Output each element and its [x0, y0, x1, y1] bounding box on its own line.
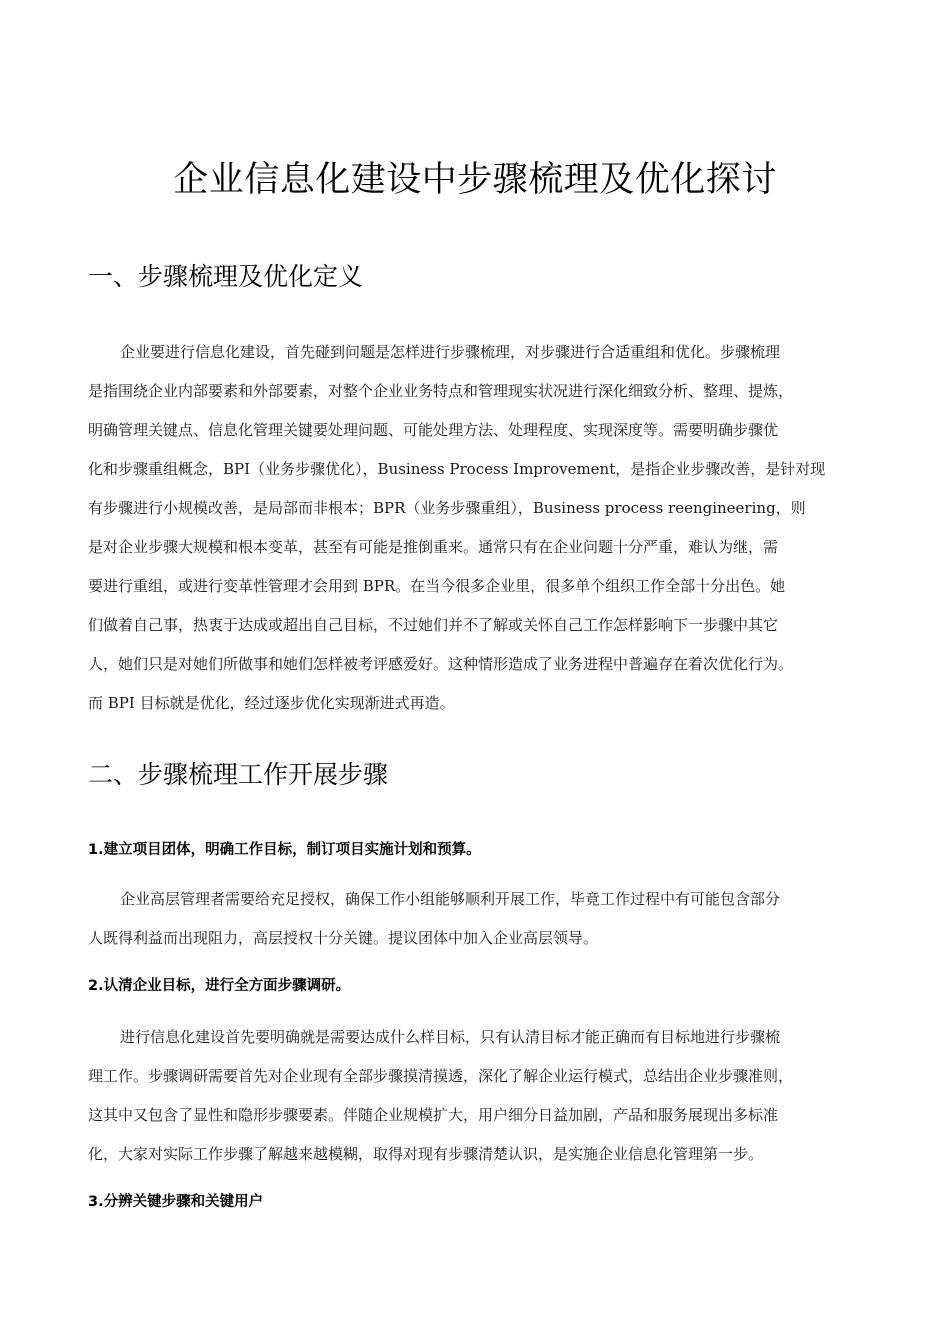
section-heading-definition: 一、步骤梳理及优化定义 — [88, 262, 364, 291]
paragraph-line: 人既得利益而出现阻力，高层授权十分关键。提议团体中加入企业高层领导。 — [88, 929, 599, 947]
paragraph-line: 是对企业步骤大规模和根本变革，甚至有可能是推倒重来。通常只有在企业问题十分严重，难认为继，需 — [88, 538, 779, 556]
paragraph-line: 人，她们只是对她们所做事和她们怎样被考评感爱好。这种情形造成了业务进程中普遍存在着次优化行为。 — [88, 655, 794, 673]
paragraph-line: 进行信息化建设首先要明确就是需要达成什么样目标，只有认清目标才能正确而有目标地进行步骤梳 — [120, 1028, 781, 1046]
paragraph-line: 要进行重组，或进行变革性管理才会用到 BPR。在当今很多企业里，很多单个组织工作全部十分出色。她 — [88, 577, 786, 595]
paragraph-line: 化和步骤重组概念，BPI（业务步骤优化），Business Process Improvement，是指企业步骤改善，是针对现 — [88, 460, 826, 478]
paragraph-line: 这其中又包含了显性和隐形步骤要素。伴随企业规模扩大，用户细分日益加剧，产品和服务展现出多标准 — [88, 1106, 779, 1124]
step-heading-3: 3.分辨关键步骤和关键用户 — [88, 1194, 264, 1210]
paragraph-step-1 — [88, 880, 868, 958]
paragraph-line: 明确管理关键点、信息化管理关键要处理问题、可能处理方法、处理程度、实现深度等。需要明确步骤优 — [88, 421, 779, 439]
paragraph-line: 而 BPI 目标就是优化，经过逐步优化实现渐进式再造。 — [88, 694, 455, 712]
document-title: 企业信息化建设中步骤梳理及优化探讨 — [173, 160, 777, 200]
paragraph-step-2 — [88, 1018, 868, 1174]
paragraph-line: 理工作。步骤调研需要首先对企业现有全部步骤摸清摸透，深化了解企业运行模式，总结出企业步骤准则， — [88, 1067, 794, 1085]
paragraph-line: 企业高层管理者需要给充足授权，确保工作小组能够顺利开展工作，毕竟工作过程中有可能包含部分 — [120, 890, 781, 908]
paragraph-definition — [88, 333, 868, 723]
section-heading-steps: 二、步骤梳理工作开展步骤 — [88, 760, 389, 789]
paragraph-line: 企业要进行信息化建设，首先碰到问题是怎样进行步骤梳理，对步骤进行合适重组和优化。步骤梳理 — [120, 343, 781, 361]
step-heading-1: 1.建立项目团体，明确工作目标，制订项目实施计划和预算。 — [88, 842, 481, 858]
step-heading-2: 2.认清企业目标，进行全方面步骤调研。 — [88, 978, 351, 994]
paragraph-line: 们做着自己事，热衷于达成或超出自己目标，不过她们并不了解或关怀自己工作怎样影响下一步骤中其它 — [88, 616, 779, 634]
paragraph-line: 有步骤进行小规模改善，是局部而非根本；BPR（业务步骤重组），Business process reengineering，则 — [88, 499, 806, 517]
paragraph-line: 化，大家对实际工作步骤了解越来越模糊，取得对现有步骤清楚认识，是实施企业信息化管理第一步。 — [88, 1145, 764, 1163]
paragraph-line: 是指围绕企业内部要素和外部要素，对整个企业业务特点和管理现实状况进行深化细致分析、整理、提炼， — [88, 382, 794, 400]
